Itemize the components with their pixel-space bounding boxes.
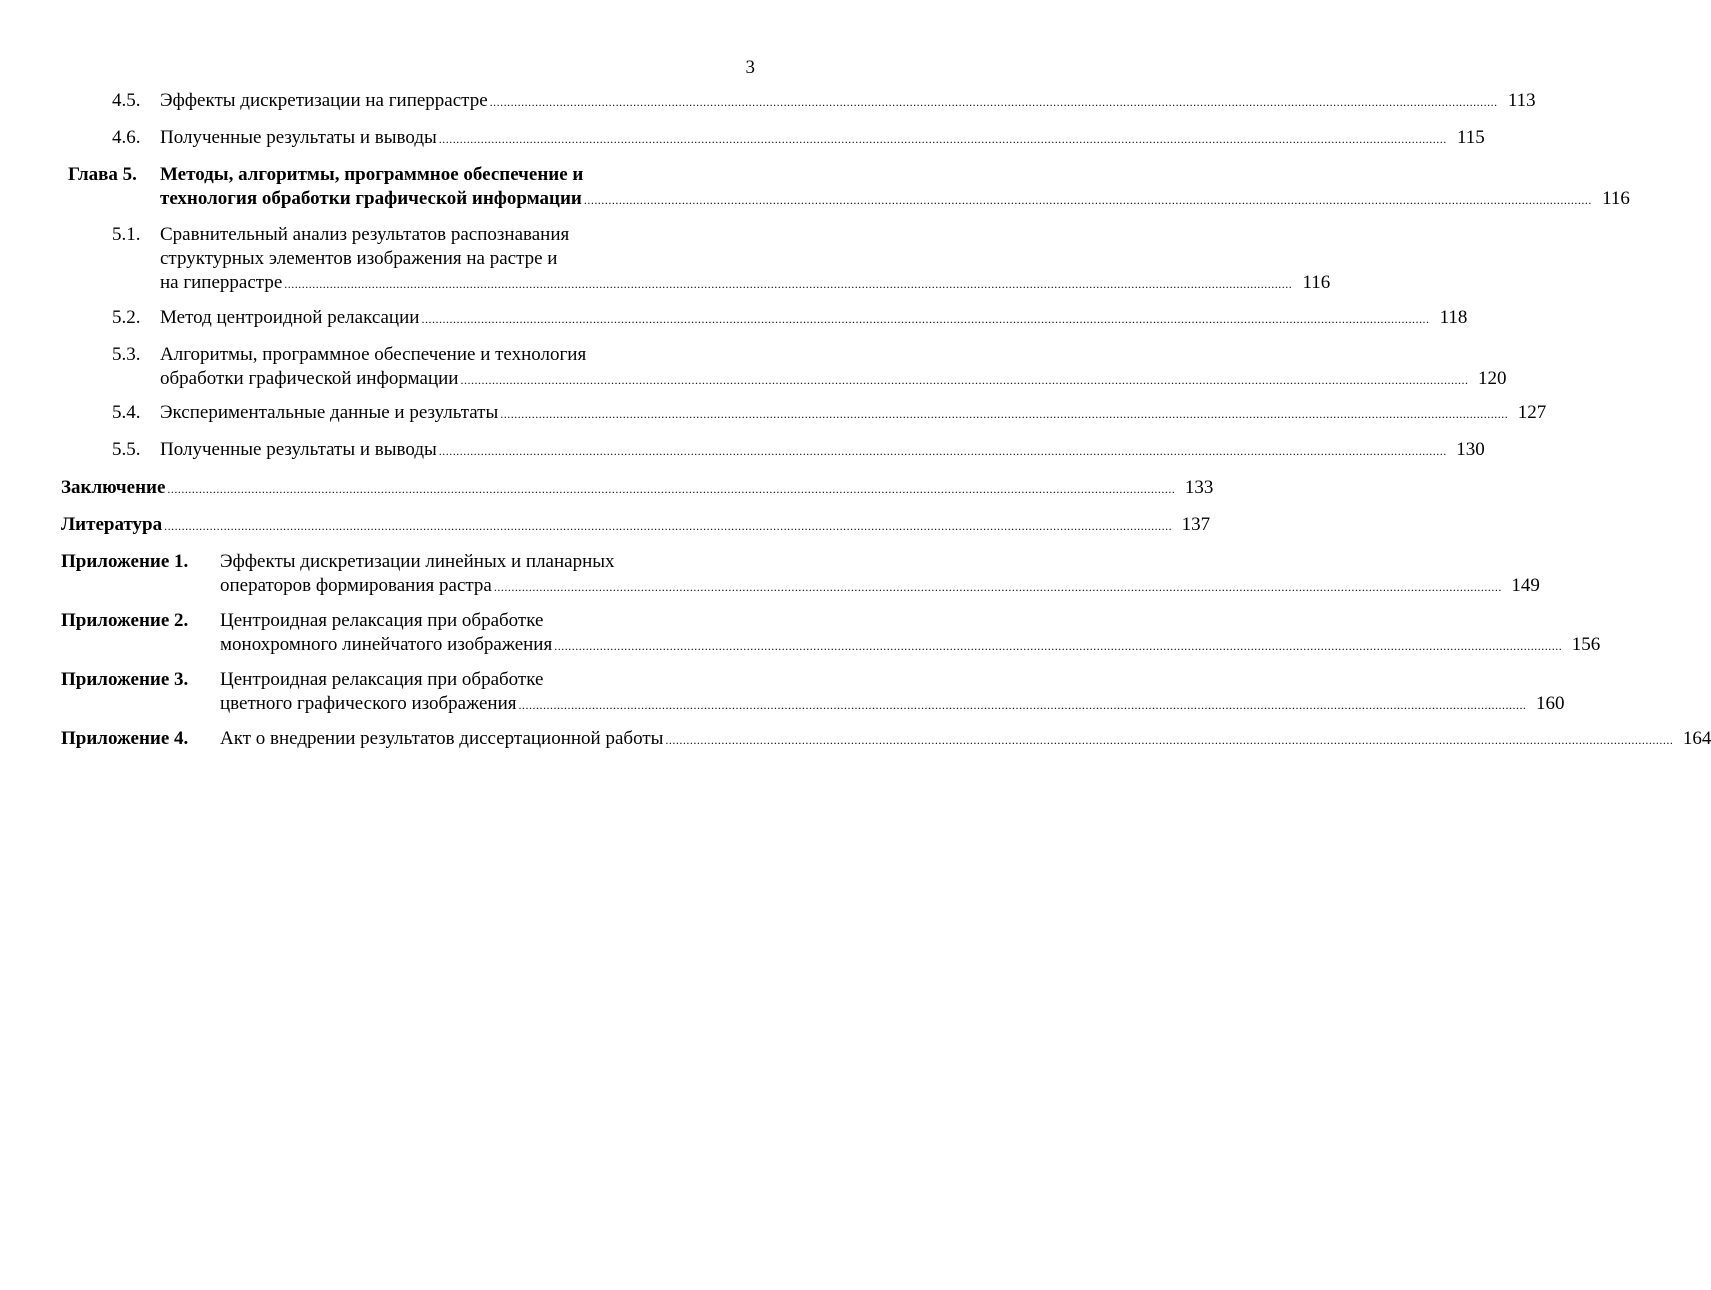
appendix-number: Приложение 3. <box>61 669 189 690</box>
page-ref: 116 <box>1602 188 1630 209</box>
toc-entry-4-5[interactable] <box>112 89 1536 113</box>
appendix-title-line-1: Центроидная релаксация при обработке <box>220 610 544 631</box>
toc-entry-5-5[interactable] <box>112 438 1485 462</box>
page-ref: 156 <box>1571 634 1601 655</box>
page-ref: 118 <box>1439 307 1468 328</box>
dot-leader: ................................................................................................................................................................................................................................................................................................ <box>518 698 1527 712</box>
literature-title: Литература <box>61 514 163 535</box>
appendix-number: Приложение 4. <box>61 728 189 749</box>
page-ref: 160 <box>1536 693 1565 714</box>
dot-leader: ................................................................................................................................................................................................................................................................................................ <box>164 519 1173 533</box>
page-ref: 127 <box>1517 402 1547 423</box>
page-ref: 113 <box>1507 90 1536 111</box>
dot-leader: ................................................................................................................................................................................................................................................................................................ <box>460 373 1469 387</box>
dot-leader: ................................................................................................................................................................................................................................................................................................ <box>489 95 1498 109</box>
section-title: Полученные результаты и выводы <box>160 439 437 460</box>
page-ref: 149 <box>1511 575 1540 596</box>
dot-leader: ................................................................................................................................................................................................................................................................................................ <box>438 132 1447 146</box>
toc-entry-4-6[interactable] <box>112 126 1485 150</box>
chapter-number: Глава 5. <box>68 164 137 185</box>
section-title-line-1: Сравнительный анализ результатов распознавания <box>160 224 570 245</box>
section-title-line-3: на гиперрастре <box>160 272 283 293</box>
dot-leader: ................................................................................................................................................................................................................................................................................................ <box>583 193 1592 207</box>
section-number: 4.5. <box>112 90 141 111</box>
dot-leader: ................................................................................................................................................................................................................................................................................................ <box>284 277 1293 291</box>
section-title: Метод центроидной релаксации <box>160 307 420 328</box>
dot-leader: ................................................................................................................................................................................................................................................................................................ <box>500 407 1509 421</box>
toc-entry-5-1[interactable] <box>112 223 1331 295</box>
dot-leader: ................................................................................................................................................................................................................................................................................................ <box>665 733 1674 747</box>
toc-entry-literature[interactable] <box>61 513 1211 537</box>
page-ref: 116 <box>1302 272 1331 293</box>
toc-entry-appendix-4[interactable] <box>61 727 1711 751</box>
dot-leader: ................................................................................................................................................................................................................................................................................................ <box>493 580 1502 594</box>
toc-entry-conclusion[interactable] <box>61 476 1214 500</box>
page-ref: 130 <box>1456 439 1485 460</box>
section-number: 4.6. <box>112 127 141 148</box>
dot-leader: ................................................................................................................................................................................................................................................................................................ <box>438 444 1447 458</box>
page-ref: 133 <box>1184 477 1214 498</box>
section-number: 5.5. <box>112 439 141 460</box>
toc-entry-appendix-3[interactable] <box>61 668 1565 716</box>
dot-leader: ................................................................................................................................................................................................................................................................................................ <box>554 639 1563 653</box>
dot-leader: ................................................................................................................................................................................................................................................................................................ <box>167 482 1176 496</box>
chapter-title-line-1: Методы, алгоритмы, программное обеспечение и <box>160 164 584 185</box>
toc-entry-5-4[interactable] <box>112 401 1547 425</box>
toc-entry-appendix-2[interactable] <box>61 609 1601 657</box>
chapter-title-line-2: технология обработки графической информации <box>160 188 582 209</box>
section-title: Эффекты дискретизации на гиперрастре <box>160 90 488 111</box>
appendix-title-line-2: монохромного линейчатого изображения <box>220 634 553 655</box>
appendix-title-line-1: Эффекты дискретизации линейных и планарных <box>220 551 615 572</box>
appendix-number: Приложение 1. <box>61 551 189 572</box>
page-ref: 137 <box>1181 514 1211 535</box>
toc-entry-appendix-1[interactable] <box>61 550 1540 598</box>
toc-entry-chapter-5[interactable] <box>68 163 1630 211</box>
section-number: 5.1. <box>112 224 141 245</box>
page-ref: 164 <box>1682 728 1711 749</box>
page-number: 3 <box>745 57 755 78</box>
dot-leader: ................................................................................................................................................................................................................................................................................................ <box>421 312 1430 326</box>
section-number: 5.2. <box>112 307 141 328</box>
appendix-title-line-1: Центроидная релаксация при обработке <box>220 669 544 690</box>
appendix-title: Акт о внедрении результатов диссертационной работы <box>220 728 664 749</box>
section-title-line-1: Алгоритмы, программное обеспечение и технология <box>160 344 587 365</box>
page-ref: 120 <box>1477 368 1507 389</box>
appendix-title-line-2: цветного графического изображения <box>220 693 517 714</box>
section-title-line-2: обработки графической информации <box>160 368 459 389</box>
section-title: Экспериментальные данные и результаты <box>160 402 499 423</box>
appendix-title-line-2: операторов формирования растра <box>220 575 492 596</box>
conclusion-title: Заключение <box>61 477 166 498</box>
page-ref: 115 <box>1456 127 1485 148</box>
section-title: Полученные результаты и выводы <box>160 127 437 148</box>
section-title-line-2: структурных элементов изображения на растре и <box>160 248 558 269</box>
appendix-number: Приложение 2. <box>61 610 189 631</box>
section-number: 5.4. <box>112 402 141 423</box>
toc-entry-5-2[interactable] <box>112 306 1468 330</box>
toc-entry-5-3[interactable] <box>112 343 1507 391</box>
section-number: 5.3. <box>112 344 141 365</box>
